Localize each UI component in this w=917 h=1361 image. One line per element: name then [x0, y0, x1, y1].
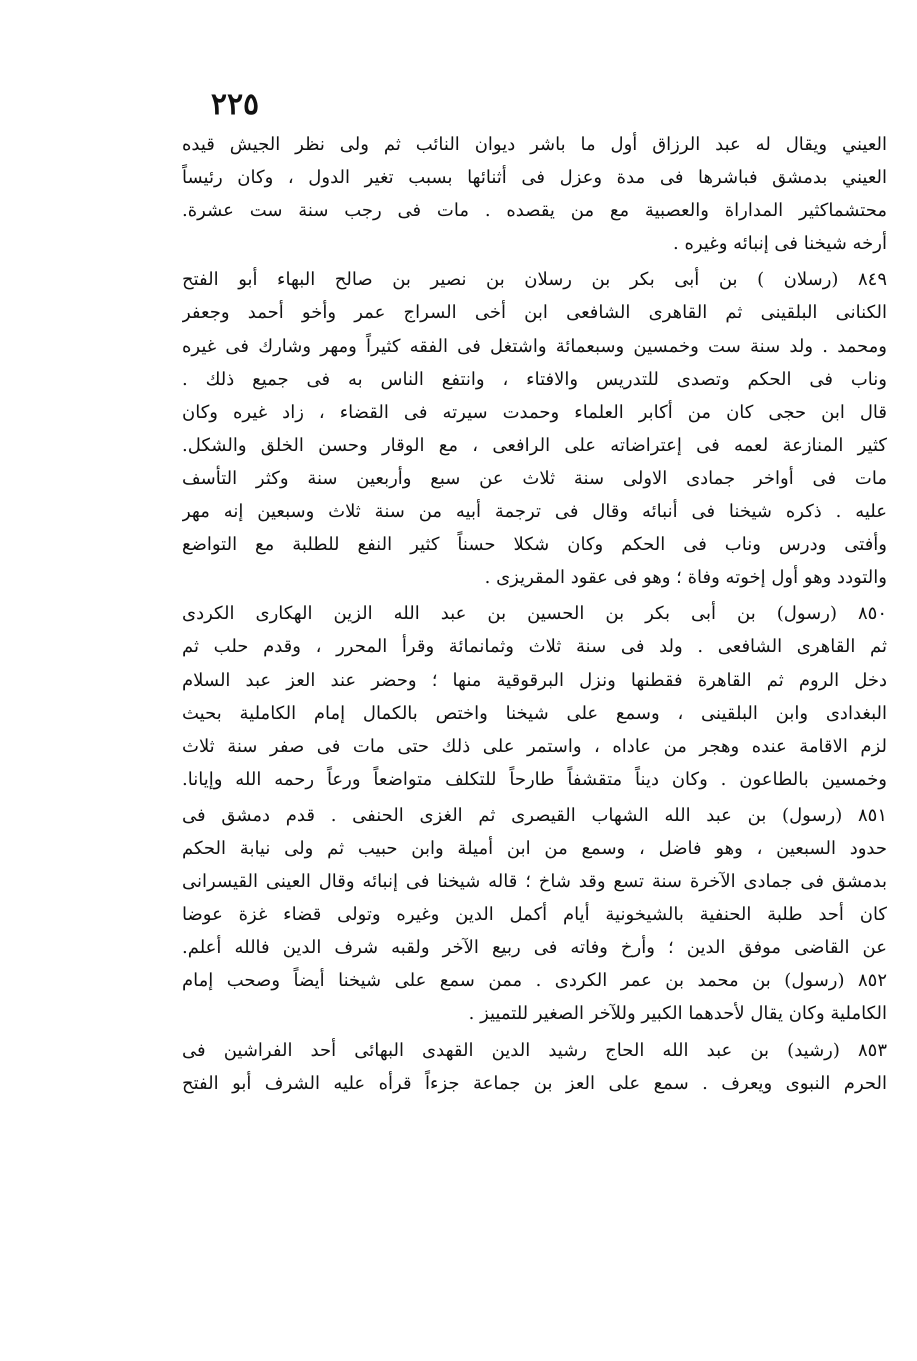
text-line: وخمسين بالطاعون . وكان ديناً متقشفاً طارحاً للتكلف متواضعاً ورعاً رحمه الله وإيانا. [182, 768, 887, 790]
text-line: الكاملية وكان يقال لأحدهما الكبير وللآخر الصغير للتمييز . [468, 1003, 887, 1025]
text-line: قال ابن حجى كان من أكابر العلماء وحمدت سيرته فى القضاء ، زاد غيره وكان [182, 401, 887, 423]
text-line: كثير المنازعة لعمه فى إعتراضاته على الرافعى ، مع الوقار وحسن الخلق والشكل. [182, 434, 887, 456]
body-text [182, 128, 887, 1100]
text-line: لزم الاقامة عنده وهجر من عاداه ، واستمر على ذلك حتى مات فى صفر سنة ثلاث [182, 735, 887, 757]
text-line: وناب فى الحكم وتصدى للتدريس والافتاء ، وانتفع الناس به فى جميع ذلك . [182, 368, 887, 390]
text-line: بدمشق فى جمادى الآخرة سنة تسع وقد شاخ ؛ قاله شيخنا فى إنبائه وقال العينى القيسرانى [182, 871, 887, 893]
text-line: والتودد وهو أول إخوته وفاة ؛ وهو فى عقود المقريزى . [484, 567, 887, 589]
text-line: ثم القاهرى الشافعى . ولد فى سنة ثلاث وثمانمائة وقرأ المحرر ، وقدم حلب ثم [182, 636, 887, 658]
text-line: العيني ويقال له عبد الرزاق أول ما باشر ديوان النائب ثم ولى نظر الجيش قيده [182, 134, 887, 155]
text-line: وأفتى ودرس وناب فى الحكم وكان شكلا حسناً كثير النفع للطلبة مع التواضع [182, 534, 887, 556]
text-line: ٨٥٢ (رسول) بن محمد بن عمر الكردى . ممن سمع على شيخنا أيضاً وصحب إمام [182, 970, 887, 992]
text-line: مات فى أواخر جمادى الاولى سنة ثلاث عن سبع وأربعين سنة وكثر التأسف [182, 467, 887, 489]
text-line: دخل الروم ثم القاهرة فقطنها ونزل البرقوقية منها ؛ وحضر عند العز عبد السلام [182, 669, 887, 691]
text-line: ٨٥١ (رسول) بن عبد الله الشهاب القيصرى ثم الغزى الحنفى . قدم دمشق فى [182, 804, 887, 826]
text-line: ومحمد . ولد سنة ست وخمسين وسبعمائة واشتغل فى الفقه كثيراً ومهر وشارك فى غيره [182, 335, 887, 357]
text-line: الحرم النبوى ويعرف . سمع على العز بن جماعة جزءاً قرأه عليه الشرف أبو الفتح [182, 1072, 887, 1094]
text-line: حدود السبعين ، وهو فاضل ، وسمع من ابن أميلة وابن حبيب ثم ولى نيابة الحكم [182, 837, 887, 859]
text-line: ٨٥٠ (رسول) بن أبى بكر بن الحسين بن عبد الله الزين الهكارى الكردى [182, 603, 887, 625]
text-line: ٨٥٣ (رشيد) بن عبد الله الحاج رشيد الدين القهدى البهائى أحد الفراشين فى [182, 1039, 887, 1061]
text-line: العيني بدمشق فباشرها فى مدة وعزل فى أثنائها بسبب تغير الدول ، وكان رئيساً [182, 167, 887, 189]
text-line: البغدادى وابن البلقينى ، وسمع على شيخنا واختص بالكمال إمام الكاملية بحيث [182, 702, 887, 724]
text-line: عليه . ذكره شيخنا فى أنبائه وقال فى ترجمة أبيه من سنة ثلاث وسبعين إنه مهر [182, 501, 887, 523]
text-line: عن القاضى موفق الدين ؛ وأرخ وفاته فى ربيع الآخر ولقبه شرف الدين فالله أعلم. [182, 937, 887, 959]
text-line: أرخه شيخنا فى إنبائه وغيره . [673, 233, 887, 255]
text-line: الكنانى البلقينى ثم القاهرى الشافعى ابن أخى السراج عمر وأخو أحمد وجعفر [182, 302, 887, 324]
text-line: ٨٤٩ (رسلان ) بن أبى بكر بن رسلان بن نصير بن صالح البهاء أبو الفتح [182, 269, 887, 291]
page-number: ٢٢٥ [210, 87, 260, 122]
text-line: محتشماكثير المداراة والعصبية مع من يقصده . مات فى رجب سنة ست عشرة. [182, 200, 887, 222]
text-line: كان أحد طلبة الحنفية بالشيخونية أيام أكمل الدين وغيره وتولى قضاء غزة عوضا [182, 904, 887, 926]
